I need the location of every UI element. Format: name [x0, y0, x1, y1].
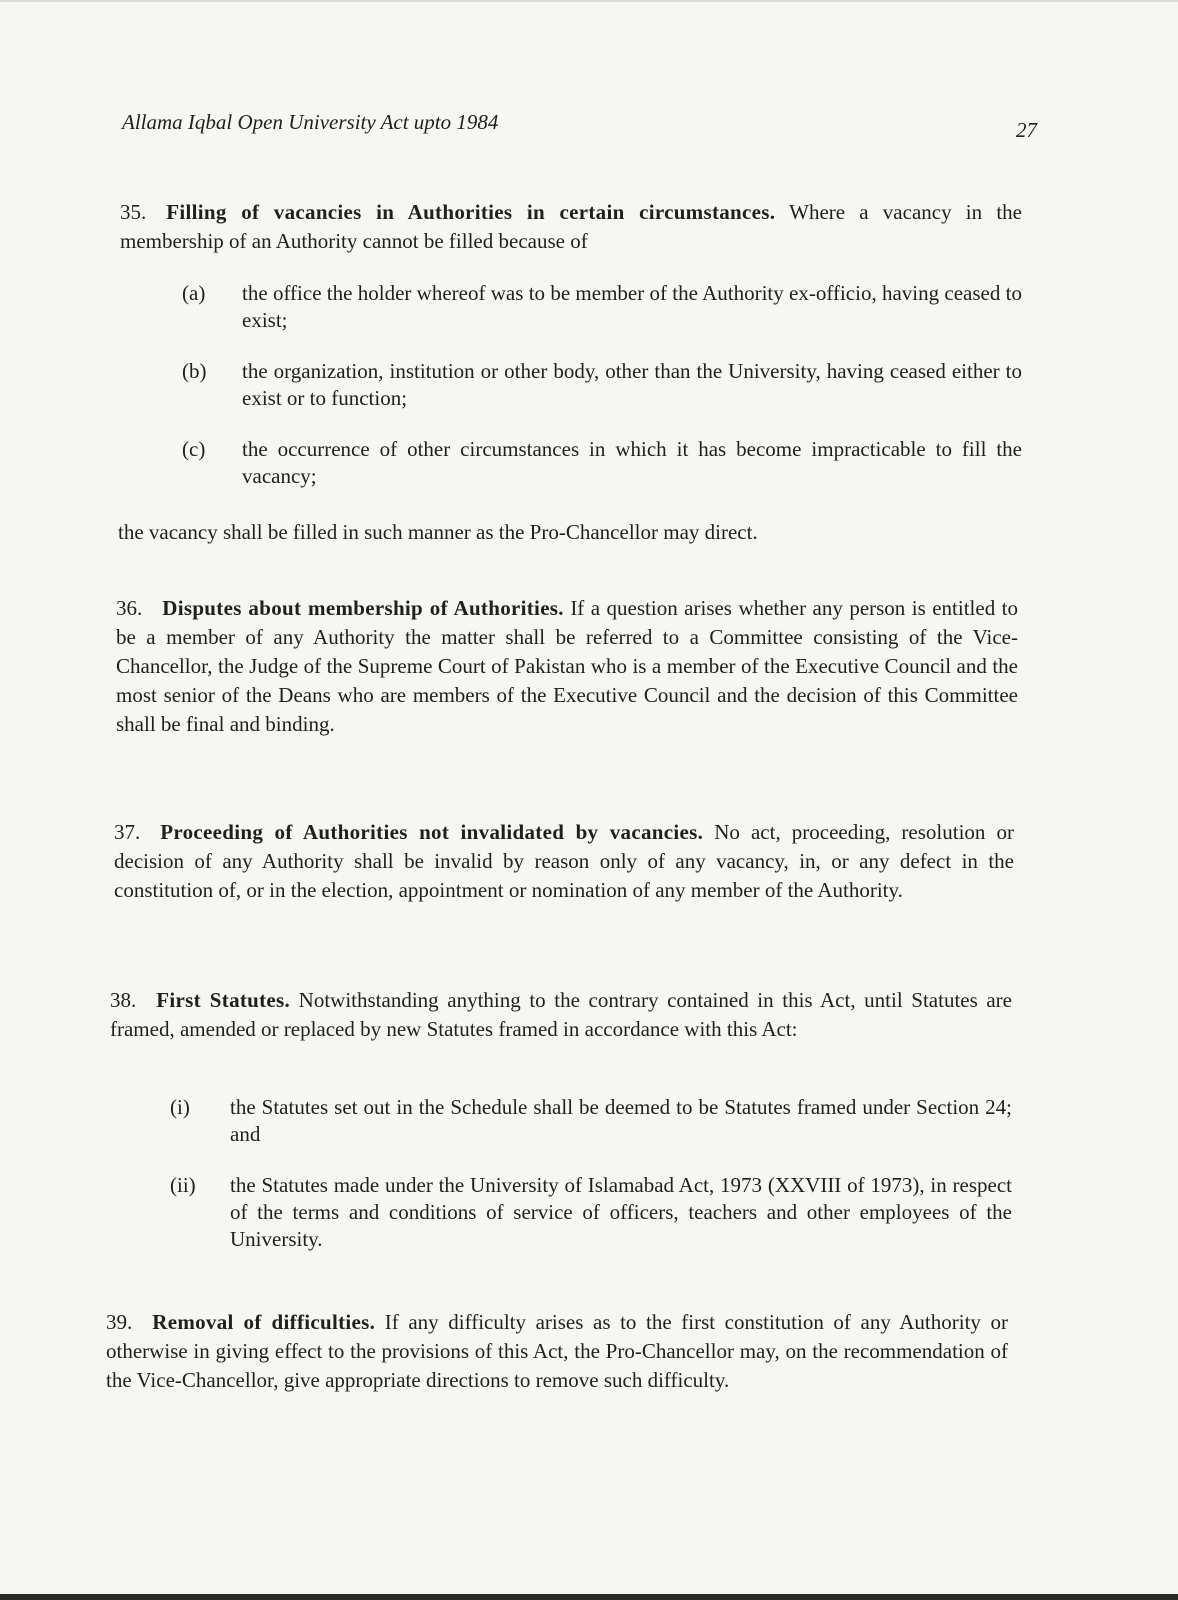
section-number: 38. [110, 988, 137, 1012]
item-marker: (i) [170, 1095, 190, 1119]
item-text: the Statutes made under the University of Islamabad Act, 1973 (XXVIII of 1973), in respect of the terms and conditions of service of officers, teachers and other employees of the University. [230, 1173, 1012, 1251]
section-text: Notwithstanding anything to the contrary contained in this Act, until Statutes are framed, amended or replaced by new Statutes framed in accordance with this Act: [110, 988, 1012, 1041]
section-text: If a question arises whether any person is entitled to be a member of any Authority the matter shall be referred to a Committee consisting of the Vice-Chancellor, the Judge of the Supreme Court of Pakistan who is a member of the Executive Council and the most senior of the Deans who are members of the Executive Council and the decision of this Committee shall be final and binding. [116, 596, 1019, 736]
section-text: No act, proceeding, resolution or decision of any Authority shall be invalid by reason only of any vacancy, in, or any defect in the constitution of, or in the election, appointment or nomination of any member of the Authority. [114, 820, 1015, 902]
list-item [170, 1172, 1012, 1253]
section-number: 37. [114, 820, 141, 844]
section-number: 36. [116, 596, 143, 620]
item-marker: (ii) [170, 1173, 196, 1197]
section-heading: Removal of difficulties. [152, 1310, 376, 1334]
page-number: 27 [1016, 118, 1037, 142]
section-35 [120, 198, 1022, 256]
item-marker: (a) [182, 281, 206, 305]
item-text: the organization, institution or other body, other than the University, having ceased either to exist or to function; [242, 359, 1022, 410]
section-heading: Disputes about membership of Authorities. [162, 596, 564, 620]
item-marker: (c) [182, 437, 206, 461]
section-39 [106, 1308, 1008, 1395]
section-number: 39. [106, 1310, 133, 1334]
list-item [182, 436, 1022, 490]
section-heading: Proceeding of Authorities not invalidated by vacancies. [160, 820, 704, 844]
section-heading: First Statutes. [156, 988, 291, 1012]
scan-edge-top [0, 0, 1178, 2]
running-title: Allama Iqbal Open University Act upto 1984 [122, 110, 499, 134]
section-heading: Filling of vacancies in Authorities in certain circumstances. [166, 200, 776, 224]
section-38 [110, 986, 1012, 1044]
item-marker: (b) [182, 359, 207, 383]
section-36 [116, 594, 1018, 739]
list-item [182, 358, 1022, 412]
section-35-closing: the vacancy shall be filled in such manner as the Pro-Chancellor may direct. [118, 520, 758, 544]
section-37 [114, 818, 1014, 905]
scan-edge-bottom [0, 1594, 1178, 1600]
section-number: 35. [120, 200, 147, 224]
section-text: Where a vacancy in the membership of an Authority cannot be filled because of [120, 200, 1022, 253]
section-38-items [170, 1094, 1012, 1277]
item-text: the Statutes set out in the Schedule shall be deemed to be Statutes framed under Section 24; and [230, 1095, 1012, 1146]
list-item [182, 280, 1022, 334]
list-item [170, 1094, 1012, 1148]
item-text: the occurrence of other circumstances in which it has become impracticable to fill the vacancy; [242, 437, 1022, 488]
section-35-items [182, 280, 1022, 514]
section-text: If any difficulty arises as to the first constitution of any Authority or otherwise in giving effect to the provisions of this Act, the Pro-Chancellor may, on the recommendation of the Vice-Chancellor, give appropriate directions to remove such difficulty. [106, 1310, 1008, 1392]
item-text: the office the holder whereof was to be member of the Authority ex-officio, having ceased to exist; [242, 281, 1022, 332]
